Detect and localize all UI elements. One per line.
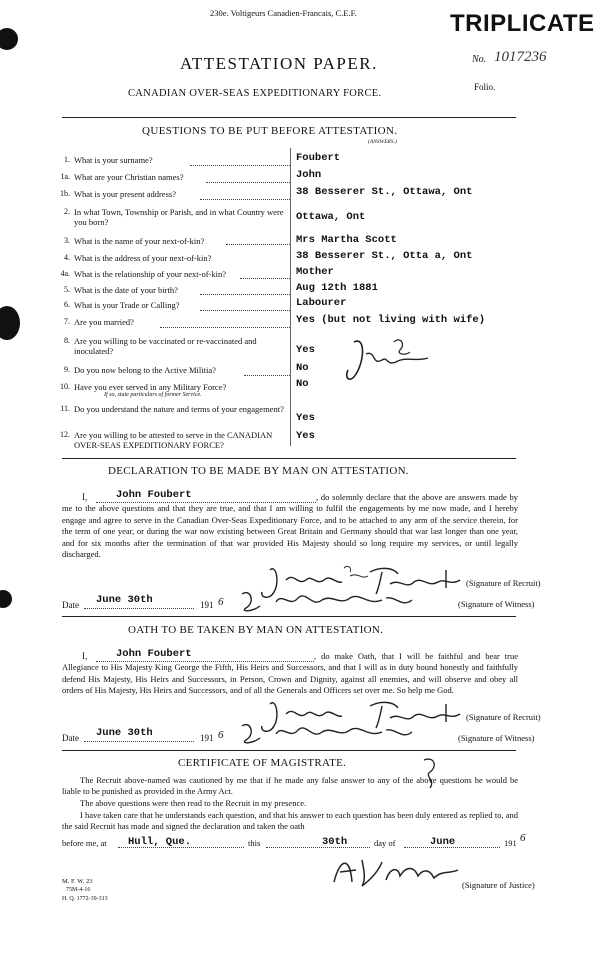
declaration-recruit-name: John Foubert xyxy=(116,489,192,501)
triplicate-stamp: TRIPLICATE xyxy=(450,10,595,37)
oath-heading: OATH TO BE TAKEN BY MAN ON ATTESTATION. xyxy=(128,624,384,636)
answers-divider xyxy=(290,148,291,446)
answer-willing-to-serve: Yes xyxy=(296,430,315,442)
answer-birth-date: Aug 12th 1881 xyxy=(296,282,378,294)
leader xyxy=(200,199,290,200)
answer-understand-terms: Yes xyxy=(296,412,315,424)
punch-hole-bottom xyxy=(0,590,12,608)
footer-hq-code: H. Q. 1772-39-313 xyxy=(62,896,108,902)
certificate-month: June xyxy=(430,836,456,848)
answer-military-service: No xyxy=(296,378,309,390)
day-leader xyxy=(266,847,370,848)
declaration-date: June 30th xyxy=(96,594,153,606)
leader xyxy=(206,182,290,183)
punch-hole-top xyxy=(0,28,18,50)
date-leader xyxy=(84,608,194,609)
leader xyxy=(190,165,290,166)
place-leader xyxy=(118,847,244,848)
declaration-body: , do solemnly declare that the above are answers made by me to the above questions and that they are true, and that I am willing to fulfil the engagements by me now made, and I hereby engage and agree to serve in the Canadian Over-Seas Expeditionary Force, and to be attached to any arm of the service therein, for the term of one year, or during the war now existing between Great Britain and Germany should that war last longer than one year, and for six months after the termination of that war provided His Majesty should so long require my services, or until legally discharged. xyxy=(62,492,518,560)
oath-recruit-name: John Foubert xyxy=(116,648,192,660)
header-rule xyxy=(62,117,516,118)
page-title: ATTESTATION PAPER. xyxy=(180,54,378,73)
questions-heading: QUESTIONS TO BE PUT BEFORE ATTESTATION. xyxy=(142,125,398,137)
certificate-before-label: before me, at xyxy=(62,838,107,848)
recruit-initials xyxy=(336,332,446,392)
certificate-p1: The Recruit above-named was cautioned by me that if he made any false answer to any of the above questions he would be liable to be punished as provided in the Army Act. xyxy=(62,775,518,797)
oath-date-label: Date xyxy=(62,733,79,743)
month-leader xyxy=(404,847,500,848)
declaration-heading: DECLARATION TO BE MADE BY MAN ON ATTESTATION. xyxy=(108,465,409,477)
regimental-number: 1017236 xyxy=(494,49,547,65)
declaration-sig-recruit-label: (Signature of Recruit) xyxy=(466,578,541,588)
answer-next-of-kin: Mrs Martha Scott xyxy=(296,234,397,246)
oath-sig-recruit-label: (Signature of Recruit) xyxy=(466,712,541,722)
declaration-year-suffix: 6 xyxy=(218,596,224,608)
certificate-day: 30th xyxy=(322,836,348,848)
oath-date: June 30th xyxy=(96,727,153,739)
answers-label: (ANSWERS.) xyxy=(368,139,397,145)
answer-married: Yes (but not living with wife) xyxy=(296,314,486,326)
number-label: No. xyxy=(472,54,487,65)
declaration-sig-witness-label: (Signature of Witness) xyxy=(458,599,535,609)
certificate-day-of-label: day of xyxy=(374,838,396,848)
page-subtitle: CANADIAN OVER-SEAS EXPEDITIONARY FORCE. xyxy=(128,88,382,99)
answer-next-of-kin-address: 38 Besserer St., Otta a, Ont xyxy=(296,250,473,262)
date-leader xyxy=(84,741,194,742)
leader xyxy=(240,278,290,279)
declaration-rule xyxy=(62,458,516,459)
oath-year-prefix: 191 xyxy=(200,733,214,743)
answer-vaccinated: Yes xyxy=(296,344,315,356)
certificate-year-suffix: 6 xyxy=(520,832,526,844)
oath-sig-witness-label: (Signature of Witness) xyxy=(458,733,535,743)
oath-rule xyxy=(62,616,516,617)
declaration-year-prefix: 191 xyxy=(200,600,214,610)
certificate-heading: CERTIFICATE OF MAGISTRATE. xyxy=(178,757,347,769)
leader xyxy=(200,294,290,295)
oath-body: , do make Oath, that I will be faithful and bear true Allegiance to His Majesty King George the Fifth, His Heirs and Successors, and that I will as in duty bound honestly and faithfully defend His Majesty, His Heirs and Successors, in Person, Crown and Dignity, against all enemies, and will observe and obey all orders of His Majesty, His Heirs and Successors, and of all the Generals and Officers set over me. So help me God. xyxy=(62,651,518,696)
oath-year-suffix: 6 xyxy=(218,729,224,741)
answer-birthplace: Ottawa, Ont xyxy=(296,211,366,223)
declaration-date-label: Date xyxy=(62,600,79,610)
footer-form-code: M. F. W. 23 xyxy=(62,878,93,885)
declaration-witness-signature xyxy=(236,586,456,616)
oath-witness-signature xyxy=(236,718,456,748)
certificate-p2: The above questions were then read to the Recruit in my presence. xyxy=(80,798,307,808)
certificate-p3: I have taken care that he understands each question, and that his answer to each question has been duly entered as replied to, and the said Recruit has made and signed the declaration and taken the oath xyxy=(62,810,518,832)
oath-i: I, xyxy=(82,651,88,661)
answer-christian-names: John xyxy=(296,169,322,181)
answer-present-address: 38 Besserer St., Ottawa, Ont xyxy=(296,186,473,198)
leader xyxy=(200,310,290,311)
leader xyxy=(244,375,290,376)
unit-line: 230e. Voltigeurs Canadien-Francais, C.E.F. xyxy=(210,8,357,18)
certificate-sig-justice-label: (Signature of Justice) xyxy=(462,880,535,890)
certificate-this-label: this xyxy=(248,838,261,848)
certificate-rule xyxy=(62,750,516,751)
leader xyxy=(160,327,290,328)
declaration-i: I, xyxy=(82,492,88,502)
certificate-place: Hull, Que. xyxy=(128,836,192,848)
answer-active-militia: No xyxy=(296,362,309,374)
answer-trade: Labourer xyxy=(296,297,347,309)
answer-surname: Foubert xyxy=(296,152,341,164)
folio-label: Folio. xyxy=(474,82,496,92)
punch-hole-middle xyxy=(0,306,20,340)
certificate-year-prefix: 191 xyxy=(504,838,517,848)
leader xyxy=(226,244,290,245)
footer-print-code: 75M-4-16 xyxy=(66,887,91,893)
answer-relationship: Mother xyxy=(296,266,334,278)
